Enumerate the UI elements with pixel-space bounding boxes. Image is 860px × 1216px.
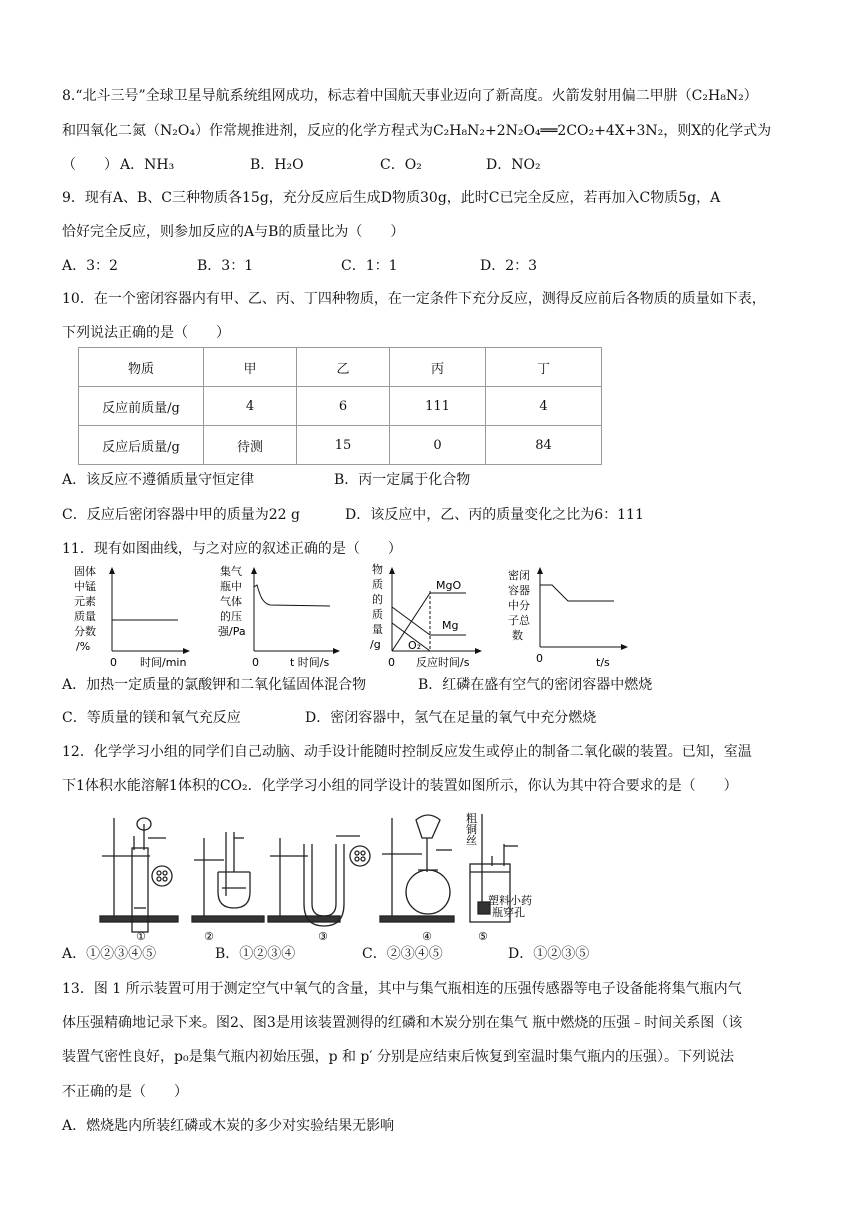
q11-graph-1	[70, 563, 200, 673]
q10-option-c: C．反应后密闭容器中甲的质量为22 g	[62, 507, 300, 523]
table-cell: 甲	[204, 348, 297, 387]
graph-ylabel-text: 质	[372, 608, 383, 621]
table-cell: 84	[486, 426, 602, 465]
graph-ylabel-text: 密闭	[508, 569, 530, 582]
q9-option-d: D．2：3	[480, 258, 538, 274]
q8-line1: 8.“北斗三号”全球卫星导航系统组网成功，标志着中国航天事业迈向了新高度。火箭发射用偏二甲肼（C₂H₈N₂）	[62, 88, 758, 104]
q13-line1: 13．图 1 所示装置可用于测定空气中氧气的含量，其中与集气瓶相连的压强传感器等电子设备能将集气瓶内气	[62, 981, 742, 997]
graph-ylabel-text: 集气	[220, 565, 242, 578]
table-row	[79, 387, 602, 426]
graph-ylabel-text: 的	[372, 593, 383, 606]
q8-bracket: （ ）	[62, 157, 118, 173]
q11-line1: 11．现有如图曲线，与之对应的叙述正确的是（ ）	[62, 541, 402, 557]
apparatus-4	[380, 815, 454, 922]
series-label-mg: Mg	[442, 619, 459, 632]
graph-origin: 0	[388, 656, 395, 669]
q8-option-c: C．O₂	[380, 157, 422, 173]
graph-ylabel-text: 质	[372, 578, 383, 591]
table-cell: 反应后质量/g	[79, 426, 204, 465]
q12-option-a: A．①②③④⑤	[62, 946, 157, 962]
q13-line3: 装置气密性良好，p₀是集气瓶内初始压强，p 和 p′ 分别是应结束后恢复到室温时集气瓶内的压强）。下列说法	[62, 1049, 735, 1065]
q11-option-c: C．等质量的镁和氧气充反应	[62, 710, 241, 726]
apparatus-label: ②	[204, 930, 214, 943]
graph-origin: 0	[252, 656, 259, 669]
graph-ylabel-text: 分数	[74, 625, 96, 638]
graph-ylabel-text: 质量	[74, 610, 96, 623]
app5-label: 铜	[466, 823, 477, 836]
apparatus-label: ⑤	[478, 930, 488, 943]
graph-ylabel-text: 数	[512, 629, 523, 642]
q11-option-b: B．红磷在盛有空气的密闭容器中燃烧	[418, 677, 653, 693]
q11-graph-4	[504, 563, 634, 673]
graph-origin: 0	[536, 652, 543, 665]
series-label-mgo: MgO	[436, 579, 462, 592]
q13-line2: 体压强精确地记录下来。图2、图3是用该装置测得的红磷和木炭分别在集气 瓶中燃烧的压强﹣时间关系图（该	[62, 1015, 743, 1031]
x-arrow-icon	[333, 648, 340, 654]
table-cell: 待测	[204, 426, 297, 465]
y-arrow-icon	[537, 567, 543, 574]
q9-option-c: C．1：1	[341, 258, 398, 274]
apparatus-label: ③	[318, 930, 328, 943]
graph-xlabel: 反应时间/s	[416, 656, 470, 669]
app5-label: 粗	[466, 812, 477, 825]
table-cell: 乙	[297, 348, 390, 387]
y-arrow-icon	[389, 567, 395, 574]
table-cell: 4	[486, 387, 602, 426]
graph-ylabel-text: /g	[370, 638, 381, 651]
q8-option-a: A．NH₃	[120, 157, 175, 173]
graph-origin: 0	[110, 656, 117, 669]
q11-graph-3	[366, 563, 496, 673]
q11-option-d: D．密闭容器中，氢气在足量的氧气中充分燃烧	[305, 710, 597, 726]
y-arrow-icon	[251, 567, 257, 574]
q9-option-a: A．3：2	[62, 258, 118, 274]
table-cell: 物质	[79, 348, 204, 387]
x-arrow-icon	[621, 644, 628, 650]
graph-xlabel: t 时间/s	[290, 656, 330, 669]
q8-option-b: B．H₂O	[250, 157, 304, 173]
q10-option-b: B．丙一定属于化合物	[334, 472, 471, 488]
app5-label: 塑料小药	[488, 894, 532, 907]
table-cell: 反应前质量/g	[79, 387, 204, 426]
graph1-ylabel	[74, 564, 96, 653]
q11-graph-2	[214, 563, 344, 673]
q9-line1: 9．现有A、B、C三种物质各15g，充分反应后生成D物质30g，此时C已完全反应，若再加入C物质5g，A	[62, 190, 721, 206]
q10-option-d: D．该反应中，乙、丙的质量变化之比为6：111	[345, 507, 644, 523]
graph-ylabel-text: 量	[372, 623, 383, 636]
graph-curve	[254, 585, 330, 606]
graph-xlabel: 时间/min	[140, 656, 187, 669]
q9-option-b: B．3：1	[197, 258, 254, 274]
app5-label: 瓶穿孔	[492, 906, 525, 919]
app5-label: 丝	[466, 834, 477, 847]
x-arrow-icon	[183, 648, 190, 654]
table-header-row	[79, 348, 602, 387]
q12-line1: 12．化学学习小组的同学们自己动脑、动手设计能随时控制反应发生或停止的制备二氧化碳的装置。已知，室温	[62, 744, 752, 760]
graph-ylabel-text: 瓶中	[220, 580, 242, 593]
q13-option-a: A．燃烧匙内所装红磷或木炭的多少对实验结果无影响	[62, 1118, 395, 1134]
apparatus-label: ①	[136, 930, 146, 943]
q10-line2: 下列说法正确的是（ ）	[62, 325, 230, 341]
apparatus-label: ④	[422, 930, 432, 943]
graph-ylabel-text: 容器	[508, 584, 530, 597]
series-mg-line	[392, 607, 430, 635]
y-arrow-icon	[109, 567, 115, 574]
graph-ylabel-text: 强/Pa	[218, 625, 246, 638]
q11-option-a: A．加热一定质量的氯酸钾和二氧化锰固体混合物	[62, 677, 367, 693]
apparatus-3	[268, 836, 370, 926]
table-cell: 0	[390, 426, 486, 465]
table-row	[79, 426, 602, 465]
graph-ylabel-text: 的压	[220, 610, 242, 623]
q12-option-c: C．②③④⑤	[362, 946, 443, 962]
table-cell: 111	[390, 387, 486, 426]
graph-ylabel-text: 元素	[74, 595, 96, 608]
q10-table	[78, 347, 602, 465]
table-cell: 丁	[486, 348, 602, 387]
graph-ylabel-text: 物	[372, 563, 383, 576]
graph-ylabel-text: 固体	[74, 565, 96, 578]
graph-ylabel-text: 气体	[220, 595, 242, 608]
graph-curve	[540, 585, 614, 601]
series-label-o2: O₂	[408, 639, 422, 652]
q12-option-b: B．①②③④	[215, 946, 296, 962]
q12-line2: 下1体积水能溶解1体积的CO₂．化学学习小组的同学设计的装置如图所示，你认为其中符合要求的是（ ）	[62, 778, 738, 794]
table-cell: 15	[297, 426, 390, 465]
apparatus-2	[192, 832, 264, 922]
graph-xlabel: t/s	[596, 656, 610, 669]
q12-option-d: D．①②③⑤	[508, 946, 590, 962]
q8-line2: 和四氧化二氮（N₂O₄）作常规推进剂，反应的化学方程式为C₂H₈N₂+2N₂O₄══2CO₂+4X+3N₂，则X的化学式为	[62, 123, 772, 139]
graph-ylabel-text: 中分	[508, 599, 530, 612]
q8-option-d: D．NO₂	[486, 157, 541, 173]
graph-ylabel-text: /%	[76, 640, 91, 653]
q9-line2: 恰好完全反应，则参加反应的A与B的质量比为（ ）	[62, 224, 405, 240]
q10-line1: 10．在一个密闭容器内有甲、乙、丙、丁四种物质，在一定条件下充分反应，测得反应前后各物质的质量如下表，	[62, 291, 766, 307]
table-cell: 4	[204, 387, 297, 426]
apparatus-1	[100, 818, 178, 932]
graph-ylabel-text: 中锰	[74, 580, 96, 593]
x-arrow-icon	[475, 648, 482, 654]
q12-apparatus-figure	[92, 808, 532, 943]
q13-line4: 不正确的是（ ）	[62, 1084, 188, 1100]
q10-option-a: A．该反应不遵循质量守恒定律	[62, 472, 255, 488]
graph-ylabel-text: 子总	[508, 614, 530, 627]
table-cell: 6	[297, 387, 390, 426]
table-cell: 丙	[390, 348, 486, 387]
